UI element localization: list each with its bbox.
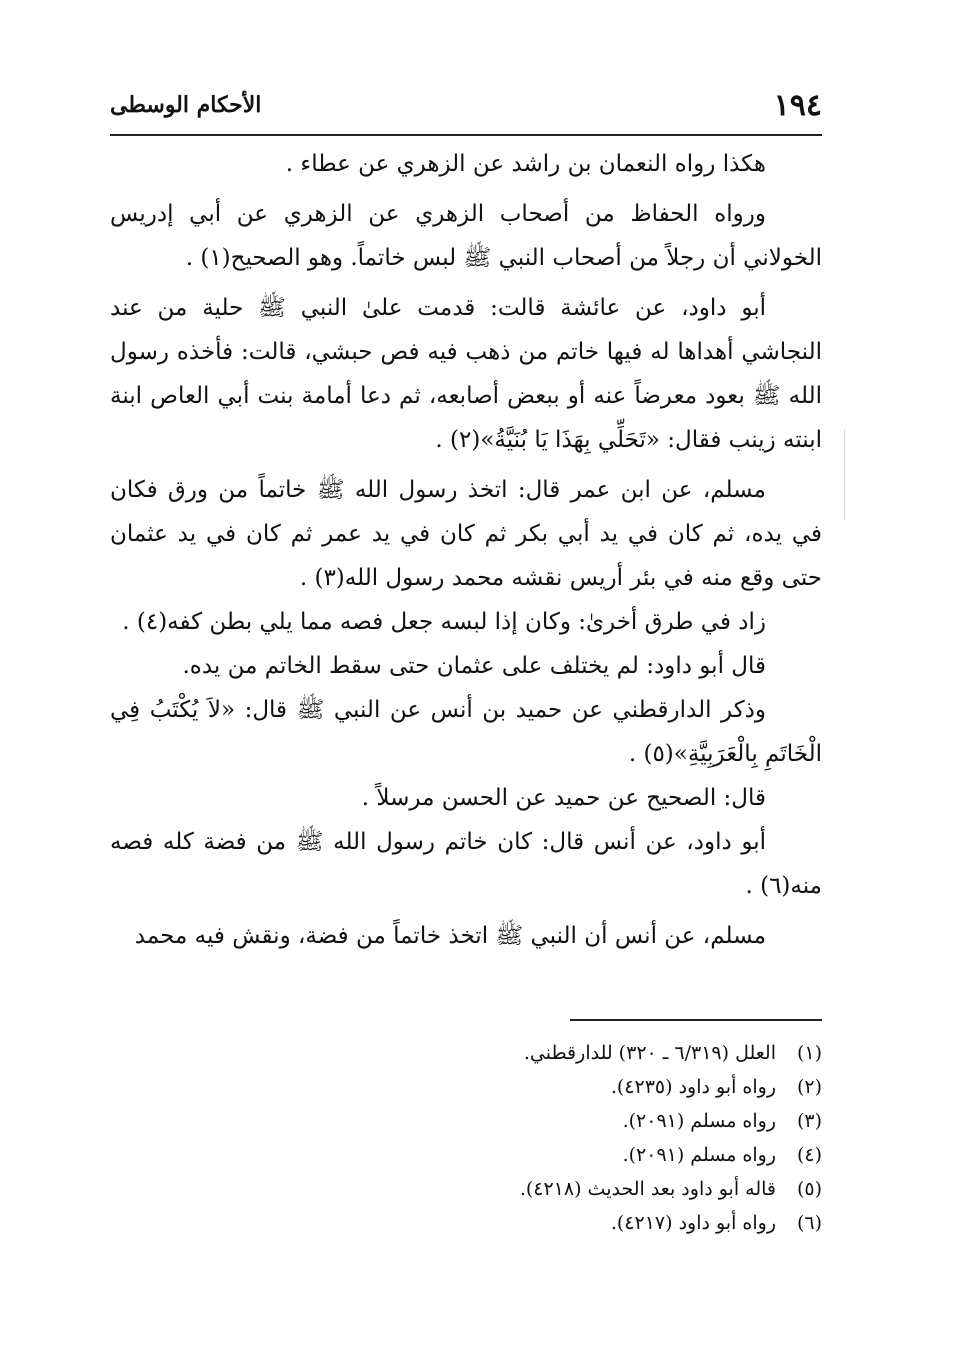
paragraph: قال أبو داود: لم يختلف على عثمان حتى سقط الخاتم من يده. (182, 653, 766, 679)
footnote (110, 1104, 822, 1138)
running-title: الأحكام الوسطى (110, 92, 262, 118)
paragraph: أبو داود، عن عائشة قالت: قدمت علىٰ النبي ﷺ حلية من عند النجاشي أهداها له فيها خاتم من ذهب فيه فص حبشي، قالت: فأخذه رسول الله ﷺ بعود معرضاً عنه أو ببعض أصابعه، ثم دعا أمامة بنت أبي العاص ابنة ابنته زينب فقال: «تَحَلِّي بِهَذَا يَا بُنَيَّةُ»(٢) . (110, 295, 822, 453)
footnote-number: (٤) (796, 1144, 822, 1166)
footnote (110, 1138, 822, 1172)
footnote-text: رواه مسلم (٢٠٩١). (622, 1110, 776, 1132)
footnote-text: العلل (٦/٣١٩ ـ ٣٢٠) للدارقطني. (523, 1042, 776, 1064)
paragraph: مسلم، عن ابن عمر قال: اتخذ رسول الله ﷺ خاتماً من ورق فكان في يده، ثم كان في يد أبي بكر ثم كان في يد عمر ثم كان في يد عثمان حتى وقع منه في بئر أريس نقشه محمد رسول الله(٣) . (110, 477, 822, 591)
margin-mark (844, 430, 845, 520)
footnote-number: (٢) (796, 1076, 822, 1098)
main-text (110, 142, 822, 964)
footnote (110, 1036, 822, 1070)
paragraph: زاد في طرق أخرىٰ: وكان إذا لبسه جعل فصه مما يلي بطن كفه(٤) . (122, 609, 766, 635)
footnote-number: (٦) (796, 1212, 822, 1234)
page-number: ١٩٤ (773, 88, 822, 123)
footnote-text: رواه أبو داود (٤٢٣٥). (610, 1076, 776, 1098)
footnote-rule (570, 1019, 822, 1021)
footnote (110, 1172, 822, 1206)
header-rule (110, 134, 822, 136)
footnote-text: رواه أبو داود (٤٢١٧). (610, 1212, 776, 1234)
footnotes (110, 1036, 822, 1240)
footnote-text: رواه مسلم (٢٠٩١). (622, 1144, 776, 1166)
footnote-number: (١) (796, 1042, 822, 1064)
footnote-number: (٥) (796, 1178, 822, 1200)
paragraph: مسلم، عن أنس أن النبي ﷺ اتخذ خاتماً من فضة، ونقش فيه محمد (134, 923, 766, 949)
footnote-text: قاله أبو داود بعد الحديث (٤٢١٨). (519, 1178, 776, 1200)
paragraph: ورواه الحفاظ من أصحاب الزهري عن الزهري عن أبي إدريس الخولاني أن رجلاً من أصحاب النبي ﷺ لبس خاتماً. وهو الصحيح(١) . (110, 201, 822, 271)
paragraph: وذكر الدارقطني عن حميد بن أنس عن النبي ﷺ قال: «لاَ يُكْتَبُ فِي الْخَاتَمِ بِالْعَرَبِيَّةِ»(٥) . (110, 697, 822, 767)
page-header (110, 84, 822, 128)
paragraph: قال: الصحيح عن حميد عن الحسن مرسلاً . (361, 785, 766, 811)
paragraph: هكذا رواه النعمان بن راشد عن الزهري عن عطاء . (285, 151, 766, 177)
footnote-number: (٣) (796, 1110, 822, 1132)
footnote (110, 1070, 822, 1104)
footnote (110, 1206, 822, 1240)
paragraph: أبو داود، عن أنس قال: كان خاتم رسول الله ﷺ من فضة كله فصه منه(٦) . (110, 829, 822, 899)
